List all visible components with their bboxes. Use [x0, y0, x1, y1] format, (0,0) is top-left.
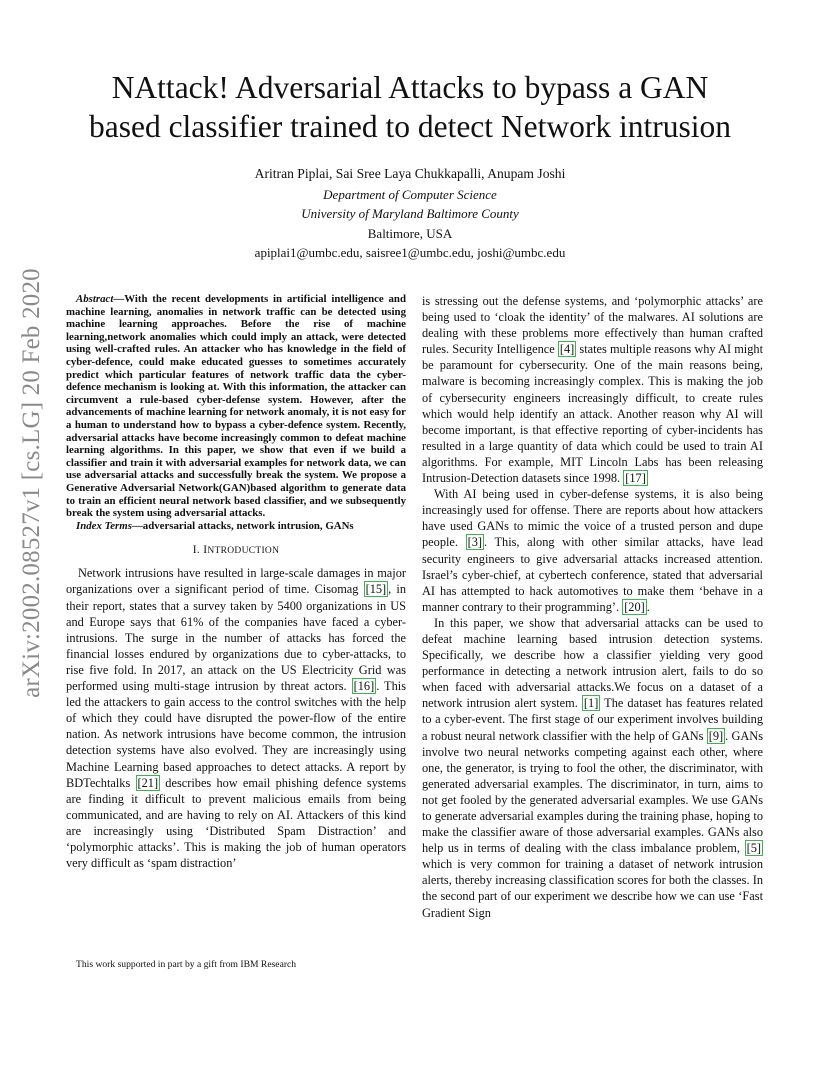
- text-span: states multiple reasons why AI might be paramount for cybersecurity. One of the main reasons being, malware is becoming increasingly complex. This is making the job of cybersecurity engineers increasingly difficult, to create rules which would help identify an attack. Another reason why AI will become important, is that effective reporting of cyber-incidents has resulted in a large quantity of data which could be used to train AI algorithms. For example, MIT Lincoln Labs has been releasing Intrusion-Detection datasets since 1998.: [422, 342, 764, 486]
- abstract-label: Abstract: [76, 293, 114, 305]
- text-span: The dataset has features related to a cyber-event. The first stage of our experiment involves building a robust neural network classifier with the help of GANs: [422, 696, 763, 743]
- citation-link[interactable]: [9]: [708, 728, 724, 743]
- text-span: With AI being used in cyber-defense systems, it is also being increasingly used for offense. There are reports about how attackers have used GANs to mimic the voice of a trusted person and dupe people.: [422, 487, 763, 550]
- text-span: . This, along with other similar attacks, have lead security engineers to give adversarial attacks increased attention. Israel’s cyber-chief, at cybertech conference, stated that adversarial AI has attempted to hack automotives to make them ‘behave in a manner contrary to their programming’.: [422, 535, 763, 614]
- author-location: Baltimore, USA: [367, 225, 453, 241]
- author-emails: apiplai1@umbc.edu, saisree1@umbc.edu, joshi@umbc.edu: [254, 245, 566, 261]
- intro-paragraph-2: [422, 486, 763, 615]
- citation-link[interactable]: [20]: [624, 599, 645, 614]
- section-title: NTRODUCTION: [207, 546, 280, 557]
- title-line-2: based classifier trained to detect Network intrusion: [88, 109, 732, 144]
- section-heading-introduction: [66, 542, 406, 559]
- text-span: Network intrusions have resulted in large-scale damages in major organizations over a significant period of time. Cisomag: [66, 566, 406, 597]
- intro-paragraph-3: [422, 615, 763, 921]
- index-terms-text: —adversarial attacks, network intrusion, GANs: [131, 519, 354, 532]
- abstract-text: —With the recent developments in artificial intelligence and machine learning, anomalies in network traffic can be detected using machine learning approaches. Before the rise of machine learning,network anomalies which could imply an attack, were detected using well-crafted rules. An attacker who has knowledge in the field of cyber-defence, could make educated guesses to sometimes accurately predict which particular features of network traffic data the cyber-defence mechanism is looking at. With this information, the attacker can circumvent a rule-based cyber-defense system. However, after the advancements of machine learning for network anomaly, it is not easy for a human to understand how to bypass a cyber-defence system. Recently, adversarial attacks have become increasingly common to defeat machine learning algorithms. In this paper, we show that even if we build a classifier and train it with adversarial examples for network data, we can use adversarial attacks and successfully break the system. We propose a Generative Adversarial Network(GAN)based algorithm to generate data to train an efficient neural network based classifier, and we subsequently break the system using adversarial attacks.: [66, 293, 406, 520]
- author-department: Department of Computer Science: [323, 186, 497, 202]
- right-column: [422, 293, 763, 921]
- title-line-1: NAttack! Adversarial Attacks to bypass a GAN: [111, 70, 709, 105]
- text-span: which is very common for training a dataset of network intrusion alerts, thereby increasing classification scores for both the classes. In the second part of our experiment we describe how we can use ‘Fast Gradient Sign: [422, 857, 763, 920]
- text-span: .: [646, 599, 650, 614]
- citation-link[interactable]: [1]: [583, 696, 599, 711]
- author-block: [60, 164, 760, 263]
- citation-link[interactable]: [16]: [353, 679, 375, 694]
- author-university: University of Maryland Baltimore County: [301, 206, 519, 222]
- citation-link[interactable]: [21]: [137, 775, 159, 790]
- citation-link[interactable]: [3]: [467, 535, 483, 550]
- intro-paragraph-1: [66, 565, 406, 871]
- arxiv-stamp: [10, 258, 54, 708]
- text-span: is stressing out the defense systems, and ‘polymorphic attacks’ are being used to ‘cloak the identity’ of the malwares. AI solutions are dealing with these problems more effectively than human crafted rules. Security Intelligence: [422, 294, 763, 357]
- index-terms-label: Index Terms: [76, 519, 132, 532]
- abstract: [66, 293, 406, 520]
- section-number: I. I: [192, 544, 208, 557]
- citation-link[interactable]: [15]: [365, 582, 387, 597]
- text-span: describes how email phishing defence systems are finding it difficult to prevent malicious emails from being communicated, and are having to rely on AI. Attackers of this kind are increasingly using ‘Distributed Spam Distraction’ and ‘polymorphic attacks’. This is making the job of human operators very difficult as ‘spam distraction’: [66, 775, 406, 871]
- intro-paragraph-1-cont: [422, 293, 763, 486]
- text-span: . GANs involve two neural networks competing against each other, where one, the generator, is trying to fool the other, the discriminator, with generated adversarial examples. The discriminator, in turn, aims to not get fooled by the generated adversarial examples. We use GANs to generate adversarial examples during the training phase, hoping to make the classifier aware of those adversarial examples. GANs also help us in terms of dealing with the class imbalance problem,: [422, 728, 763, 856]
- footnote: This work supported in part by a gift from IBM Research: [76, 959, 297, 970]
- citation-link[interactable]: [17]: [625, 471, 646, 486]
- arxiv-stamp-text: arXiv:2002.08527v1 [cs.LG] 20 Feb 2020: [18, 268, 45, 698]
- index-terms: [66, 520, 406, 533]
- author-names: Aritran Piplai, Sai Sree Laya Chukkapalli, Anupam Joshi: [254, 166, 566, 181]
- text-span: , in their report, states that a survey taken by 5400 organizations in US and Europe says that 61% of the companies have faced a cyber-intrusions. The surge in the number of attacks has forced the financial losses endured by organizations due to cyber-attacks, to rise five fold. In 2017, an attack on the US Electricity Grid was performed using multi-stage intrusion by threat actors.: [66, 582, 406, 694]
- citation-link[interactable]: [5]: [746, 841, 761, 856]
- text-span: . This led the attackers to gain access to the control switches with the help of which they could have disrupted the power-flow of the entire nation. As network intrusions have become common, the intrusion detection systems have also evolved. They are increasingly using Machine Learning based approaches to detect attacks. A report by BDTechtalks: [66, 679, 406, 790]
- paper-title: [60, 68, 760, 146]
- text-span: In this paper, we show that adversarial attacks can be used to defeat machine learning based intrusion detection systems. Specifically, we describe how a classifier yielding very good performance in detecting a network intrusion alert, fails to do so when faced with adversarial attacks.We focus on a dataset of a network intrusion alert system.: [422, 615, 763, 711]
- left-column: [66, 293, 406, 871]
- citation-link[interactable]: [4]: [559, 342, 575, 357]
